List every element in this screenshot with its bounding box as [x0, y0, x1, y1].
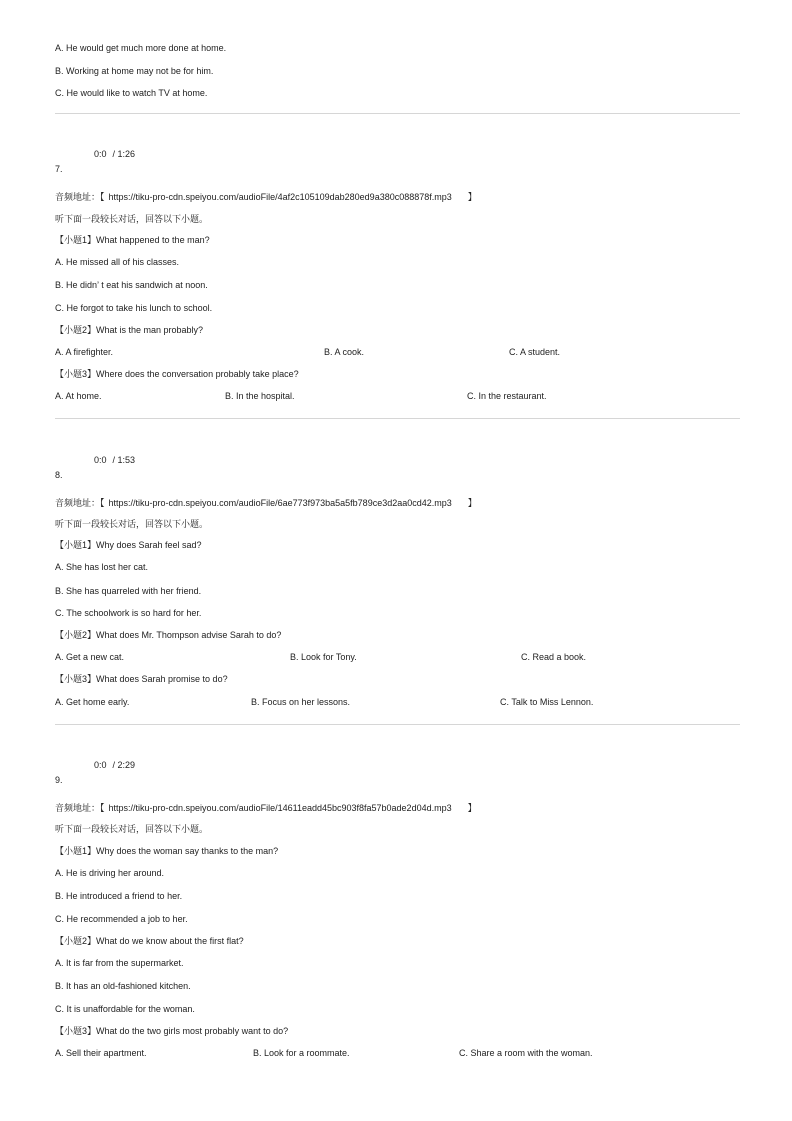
- instruction: 听下面一段较长对话，回答以下小题。: [55, 519, 209, 529]
- option-b: B. Look for Tony.: [290, 652, 357, 662]
- option-c: C. Talk to Miss Lennon.: [500, 697, 594, 707]
- option-c: C. Read a book.: [521, 652, 587, 662]
- option-a: A. It is far from the supermarket.: [55, 958, 184, 968]
- option-a: A. He is driving her around.: [55, 868, 165, 878]
- instruction: 听下面一段较长对话，回答以下小题。: [55, 824, 209, 834]
- sub-question-3: 【小题3】What do the two girls most probably want to do?: [55, 1026, 289, 1036]
- option-a: A. At home.: [55, 391, 102, 401]
- audio-url[interactable]: https://tiku-pro-cdn.speiyou.com/audioFile/6ae773f973ba5a5fb789ce3d2aa0cd42.mp3: [108, 498, 452, 508]
- option-c: C. The schoolwork is so hard for her.: [55, 608, 202, 618]
- section-divider: [55, 418, 740, 419]
- question-number: 9.: [55, 775, 63, 785]
- audio-url-close: 】: [467, 192, 477, 202]
- audio-url[interactable]: https://tiku-pro-cdn.speiyou.com/audioFile/14611eadd45bc903f8fa57b0ade2d04d.mp3: [108, 803, 452, 813]
- option-a: A. Sell their apartment.: [55, 1048, 147, 1058]
- audio-player[interactable]: [94, 759, 135, 771]
- section-divider: [55, 113, 740, 114]
- option-b: B. Look for a roommate.: [253, 1048, 350, 1058]
- option-c: C. In the restaurant.: [467, 391, 547, 401]
- option-b: B. Working at home may not be for him.: [55, 66, 214, 76]
- audio-current-time: 0:0: [94, 760, 107, 770]
- audio-url-label: 音频地址：【: [55, 803, 105, 813]
- sub-question-1: 【小题1】Why does the woman say thanks to the man?: [55, 846, 279, 856]
- sub-question-1: 【小题1】What happened to the man?: [55, 235, 210, 245]
- sub-question-3: 【小题3】What does Sarah promise to do?: [55, 674, 228, 684]
- audio-duration: / 1:26: [112, 149, 136, 159]
- option-a: A. He missed all of his classes.: [55, 257, 180, 267]
- question-number: 8.: [55, 470, 63, 480]
- option-c: C. A student.: [509, 347, 561, 357]
- option-a: A. Get a new cat.: [55, 652, 125, 662]
- sub-question-3: 【小题3】Where does the conversation probably take place?: [55, 369, 299, 379]
- audio-url-line: [55, 497, 477, 509]
- option-a: A. She has lost her cat.: [55, 562, 149, 572]
- sub-question-1: 【小题1】Why does Sarah feel sad?: [55, 540, 202, 550]
- sub-question-2: 【小题2】What does Mr. Thompson advise Sarah to do?: [55, 630, 282, 640]
- audio-url[interactable]: https://tiku-pro-cdn.speiyou.com/audioFile/4af2c105109dab280ed9a380c088878f.mp3: [108, 192, 452, 202]
- audio-player[interactable]: [94, 148, 135, 160]
- option-b: B. Focus on her lessons.: [251, 697, 351, 707]
- option-c: C. He recommended a job to her.: [55, 914, 188, 924]
- audio-current-time: 0:0: [94, 455, 107, 465]
- audio-url-close: 】: [467, 803, 477, 813]
- option-c: C. He forgot to take his lunch to school.: [55, 303, 213, 313]
- option-c: C. It is unaffordable for the woman.: [55, 1004, 195, 1014]
- question-number: 7.: [55, 164, 63, 174]
- audio-duration: / 1:53: [112, 455, 136, 465]
- option-b: B. She has quarreled with her friend.: [55, 586, 202, 596]
- audio-duration: / 2:29: [112, 760, 136, 770]
- audio-url-line: [55, 191, 477, 203]
- option-b: B. He didn’ t eat his sandwich at noon.: [55, 280, 208, 290]
- option-a: A. Get home early.: [55, 697, 130, 707]
- audio-url-label: 音频地址：【: [55, 498, 105, 508]
- sub-question-2: 【小题2】What is the man probably?: [55, 325, 204, 335]
- option-a: A. A firefighter.: [55, 347, 114, 357]
- section-divider: [55, 724, 740, 725]
- audio-url-close: 】: [467, 498, 477, 508]
- option-b: B. A cook.: [324, 347, 365, 357]
- option-b: B. He introduced a friend to her.: [55, 891, 183, 901]
- audio-current-time: 0:0: [94, 149, 107, 159]
- sub-question-2: 【小题2】What do we know about the first flat?: [55, 936, 244, 946]
- audio-url-label: 音频地址：【: [55, 192, 105, 202]
- option-b: B. In the hospital.: [225, 391, 295, 401]
- option-a: A. He would get much more done at home.: [55, 43, 227, 53]
- instruction: 听下面一段较长对话，回答以下小题。: [55, 214, 209, 224]
- audio-player[interactable]: [94, 454, 135, 466]
- option-c: C. He would like to watch TV at home.: [55, 88, 208, 98]
- audio-url-line: [55, 802, 477, 814]
- option-b: B. It has an old-fashioned kitchen.: [55, 981, 191, 991]
- option-c: C. Share a room with the woman.: [459, 1048, 593, 1058]
